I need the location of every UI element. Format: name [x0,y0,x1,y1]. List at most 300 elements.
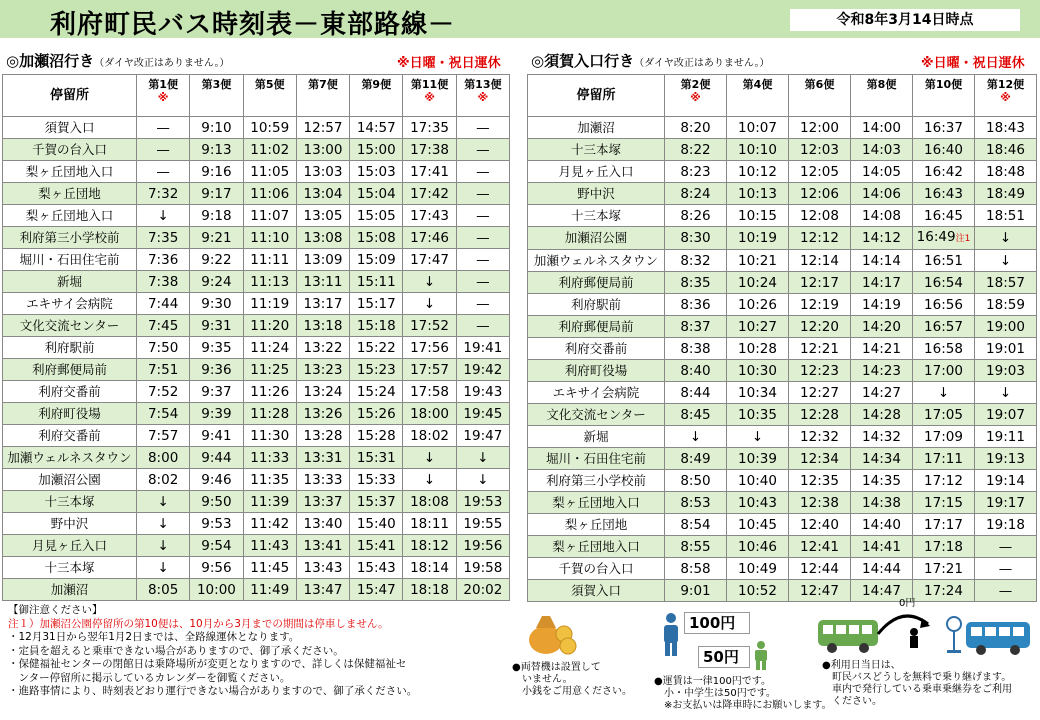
stop-name: 新堀 [528,426,665,448]
departure-time: — [456,161,509,183]
departure-time: 12:27 [789,382,851,404]
left-holiday-note: ※日曜・祝日運休 [397,56,501,71]
departure-time: 10:59 [243,117,296,139]
departure-time: 9:21 [190,227,243,249]
departure-time: 15:37 [350,491,403,513]
departure-time: 8:55 [665,536,727,558]
departure-time: 20:02 [456,579,509,601]
holiday-mark: ※ [157,91,169,104]
holiday-mark: ※ [1000,91,1011,104]
notes-heading: 【御注意ください】 [8,604,103,616]
departure-time: 10:21 [727,250,789,272]
departure-time: 8:40 [665,360,727,382]
stop-name: 利府町役場 [528,360,665,382]
departure-time: 8:26 [665,205,727,227]
departure-time: ↓ [727,426,789,448]
timetable-row [3,403,510,425]
departure-time: 17:17 [913,514,975,536]
timetable-row [3,161,510,183]
departure-time: 17:43 [403,205,456,227]
departure-time: 12:17 [789,272,851,294]
stop-name: 加瀬沼 [3,579,137,601]
timetable-row [3,249,510,271]
trip-header [975,75,1037,117]
departure-time: 19:53 [456,491,509,513]
stop-name: 加瀬沼公園 [3,469,137,491]
departure-time: 16:43 [913,183,975,205]
departure-time: 19:11 [975,426,1037,448]
departure-time: — [456,205,509,227]
right-direction-note: （ダイヤ改正はありません。） [634,58,770,69]
departure-time: 12:23 [789,360,851,382]
child-person-icon [748,640,774,670]
timetable-row [528,294,1037,316]
departure-time: 17:09 [913,426,975,448]
changer-line: ●両替機は設置して [512,662,601,673]
timetable-row [528,161,1037,183]
departure-time: 14:23 [851,360,913,382]
departure-time: — [456,139,509,161]
departure-time: 10:30 [727,360,789,382]
adult-fare: 100円 [684,612,750,634]
departure-time: 14:38 [851,492,913,514]
changer-line: 小銭をご用意ください。 [512,686,632,697]
stop-name: 加瀬沼公園 [528,227,665,250]
fare-info [654,676,832,712]
departure-time: 15:08 [350,227,403,249]
trip-label: 第10便 [924,78,963,91]
departure-time: 19:17 [975,492,1037,514]
departure-time: 19:58 [456,557,509,579]
departure-time: 7:36 [137,249,190,271]
timetable-row [528,404,1037,426]
departure-time: — [975,558,1037,580]
departure-time: 15:43 [350,557,403,579]
departure-time: 10:13 [727,183,789,205]
departure-time: 17:18 [913,536,975,558]
stop-name: 利府交番前 [3,425,137,447]
departure-time: 9:39 [190,403,243,425]
departure-time: 12:34 [789,448,851,470]
departure-time: 10:43 [727,492,789,514]
notes-lines [8,631,508,699]
departure-time: 17:41 [403,161,456,183]
departure-time: 8:50 [665,470,727,492]
timetable-row [3,425,510,447]
departure-time: 19:07 [975,404,1037,426]
departure-time: 14:05 [851,161,913,183]
departure-time: 12:00 [789,117,851,139]
departure-time: 14:00 [851,117,913,139]
note-line: ・12月31日から翌年1月2日までは、全路線運休となります。 [8,631,300,643]
departure-time: 9:10 [190,117,243,139]
departure-time: 11:25 [243,359,296,381]
departure-time: 18:12 [403,535,456,557]
timetable-row [528,117,1037,139]
departure-time: ↓ [137,557,190,579]
trip-label: 第8便 [866,78,897,91]
departure-time: 18:43 [975,117,1037,139]
stop-name: 千賀の台入口 [528,558,665,580]
departure-time: 15:17 [350,293,403,315]
stop-name: 利府町役場 [3,403,137,425]
departure-time: 7:54 [137,403,190,425]
timetable-row [3,227,510,249]
date-label: 令和8年3月14日時点 [790,9,1020,31]
departure-time: 17:35 [403,117,456,139]
departure-time: 12:06 [789,183,851,205]
departure-time: 12:41 [789,536,851,558]
departure-time: 10:27 [727,316,789,338]
stop-name: 梨ヶ丘団地入口 [3,205,137,227]
timetable-row [528,227,1037,250]
departure-time: 12:32 [789,426,851,448]
timetable-row [528,183,1037,205]
departure-time: 13:40 [296,513,349,535]
departure-time: 11:24 [243,337,296,359]
departure-time: — [137,139,190,161]
departure-time: 14:32 [851,426,913,448]
stop-name: 十三本塚 [3,491,137,513]
departure-time: 8:20 [665,117,727,139]
stop-name: 梨ヶ丘団地 [528,514,665,536]
departure-time: 7:38 [137,271,190,293]
departure-time: 13:17 [296,293,349,315]
departure-time: 19:47 [456,425,509,447]
departure-time: 9:44 [190,447,243,469]
trip-header [913,75,975,117]
departure-time: ↓ [137,513,190,535]
trip-header [851,75,913,117]
departure-time: ↓ [456,447,509,469]
departure-time: 12:28 [789,404,851,426]
departure-time: 13:22 [296,337,349,359]
departure-time: 17:57 [403,359,456,381]
departure-time: 10:26 [727,294,789,316]
departure-time: 16:40 [913,139,975,161]
departure-time: 9:31 [190,315,243,337]
departure-time: 7:52 [137,381,190,403]
trip-label: 第7便 [308,78,338,91]
departure-time: 13:23 [296,359,349,381]
departure-time: 8:53 [665,492,727,514]
departure-time: 9:46 [190,469,243,491]
departure-time: 11:45 [243,557,296,579]
departure-time: 18:51 [975,205,1037,227]
departure-time: 13:09 [296,249,349,271]
notes-red-note: 注１）加瀬沼公園停留所の第10便は、10月から3月までの期間は停車しません。 [8,617,389,630]
departure-time: 16:58 [913,338,975,360]
departure-time: 13:31 [296,447,349,469]
departure-time: 9:30 [190,293,243,315]
departure-time: 8:38 [665,338,727,360]
stop-name: 月見ヶ丘入口 [528,161,665,183]
departure-time: ↓ [403,271,456,293]
timetable-row [3,117,510,139]
stop-name: 加瀬ウェルネスタウン [528,250,665,272]
departure-time: — [456,117,509,139]
transfer-arrow-icon [870,604,940,650]
departure-time: 9:41 [190,425,243,447]
transfer-line: 町民バスどうしを無料で乗り継げます。 [822,672,1012,683]
departure-time: 12:05 [789,161,851,183]
departure-time: 15:04 [350,183,403,205]
departure-time: ↓ [403,447,456,469]
departure-time: 14:40 [851,514,913,536]
timetable-row [528,205,1037,227]
departure-time: 12:57 [296,117,349,139]
departure-time: 14:28 [851,404,913,426]
departure-time: 8:58 [665,558,727,580]
timetable-row [3,205,510,227]
departure-time: 15:18 [350,315,403,337]
departure-time: 18:46 [975,139,1037,161]
departure-time: — [975,580,1037,602]
departure-time: 19:18 [975,514,1037,536]
departure-time: 9:53 [190,513,243,535]
departure-time: 19:56 [456,535,509,557]
departure-time: 18:02 [403,425,456,447]
departure-time: 11:13 [243,271,296,293]
departure-time: 10:46 [727,536,789,558]
departure-time: 8:32 [665,250,727,272]
trip-label: 第5便 [254,78,285,91]
trip-label: 第4便 [742,78,773,91]
note-line: ・定員を超えると乗車できない場合がありますので、御了承ください。 [8,644,344,657]
timetable-row [3,337,510,359]
departure-time: 15:31 [350,447,403,469]
timetable-row [3,491,510,513]
departure-time: — [456,249,509,271]
departure-time: 13:18 [296,315,349,337]
departure-time: 10:35 [727,404,789,426]
departure-time: 17:47 [403,249,456,271]
trip-header [350,75,403,117]
departure-time: ↓ [975,250,1037,272]
timetable-row [528,382,1037,404]
timetable-row [3,557,510,579]
departure-time: 14:12 [851,227,913,250]
departure-time: 10:39 [727,448,789,470]
departure-time: 10:49 [727,558,789,580]
stop-name: 利府第三小学校前 [3,227,137,249]
timetable-row [3,513,510,535]
timetable-row [3,271,510,293]
departure-time: 11:26 [243,381,296,403]
departure-time: 14:34 [851,448,913,470]
departure-time: 18:59 [975,294,1037,316]
stop-name: 梨ヶ丘団地入口 [528,536,665,558]
departure-time: 13:03 [296,161,349,183]
departure-time: 11:05 [243,161,296,183]
timetable-row [528,492,1037,514]
departure-time: 11:11 [243,249,296,271]
stop-name: エキサイ会病院 [3,293,137,315]
fare-line: ※お支払いは降車時にお願いします。 [654,700,832,711]
departure-time: 11:42 [243,513,296,535]
departure-time: 17:52 [403,315,456,337]
departure-time: 11:39 [243,491,296,513]
departure-time: 10:07 [727,117,789,139]
departure-time: 13:26 [296,403,349,425]
departure-time: 13:08 [296,227,349,249]
stop-name: 梨ヶ丘団地入口 [528,492,665,514]
departure-time: 11:07 [243,205,296,227]
departure-time: 8:24 [665,183,727,205]
departure-time: 8:45 [665,404,727,426]
departure-time: 17:05 [913,404,975,426]
departure-time: — [456,271,509,293]
timetable-row [528,316,1037,338]
departure-time: 16:54 [913,272,975,294]
departure-time: 17:15 [913,492,975,514]
stop-header: 停留所 [3,75,137,117]
stop-name: 利府第三小学校前 [528,470,665,492]
departure-time: 11:30 [243,425,296,447]
money-bag-icon [524,606,580,658]
stop-name: 利府駅前 [3,337,137,359]
departure-time: 18:08 [403,491,456,513]
departure-time: 13:05 [296,205,349,227]
departure-time: 8:35 [665,272,727,294]
departure-time: 19:01 [975,338,1037,360]
trip-header [296,75,349,117]
stop-name: 梨ヶ丘団地入口 [3,161,137,183]
departure-time: 10:40 [727,470,789,492]
departure-time: 18:48 [975,161,1037,183]
stop-name: 野中沢 [528,183,665,205]
left-direction-note: （ダイヤ改正はありません。） [94,58,230,69]
note-line: ・保健福祉センターの閉館日は乗降場所が変更となりますので、詳しくは保健福祉セ [8,658,407,670]
departure-time: 10:19 [727,227,789,250]
departure-time: 10:28 [727,338,789,360]
stop-name: 利府交番前 [528,338,665,360]
departure-time: 12:19 [789,294,851,316]
departure-time: ↓ [403,293,456,315]
departure-time: 9:36 [190,359,243,381]
timetable-row [528,580,1037,602]
timetable-row [3,359,510,381]
departure-time: 14:57 [350,117,403,139]
departure-time: 8:22 [665,139,727,161]
departure-time: ↓ [913,382,975,404]
departure-time: 14:47 [851,580,913,602]
departure-time: ↓ [137,535,190,557]
departure-time: 10:45 [727,514,789,536]
stop-name: 梨ヶ丘団地 [3,183,137,205]
trip-label: 第13便 [464,78,502,91]
left-timetable [2,74,510,601]
timetable-row [3,469,510,491]
departure-time: 14:21 [851,338,913,360]
departure-time: 8:37 [665,316,727,338]
departure-time: 10:00 [190,579,243,601]
trip-label: 第6便 [804,78,835,91]
stop-name: 千賀の台入口 [3,139,137,161]
departure-time: 12:40 [789,514,851,536]
departure-time: 11:19 [243,293,296,315]
stop-name: 文化交流センター [528,404,665,426]
departure-time: 13:04 [296,183,349,205]
trip-header [456,75,509,117]
timetable-row [528,250,1037,272]
departure-time: 16:42 [913,161,975,183]
departure-time: ↓ [137,491,190,513]
departure-time: 17:38 [403,139,456,161]
departure-time: 18:14 [403,557,456,579]
departure-time: 15:11 [350,271,403,293]
departure-time: 14:20 [851,316,913,338]
notes-section [8,604,508,699]
departure-time: 12:44 [789,558,851,580]
departure-time: 18:00 [403,403,456,425]
departure-time: 9:18 [190,205,243,227]
departure-time: 19:14 [975,470,1037,492]
departure-time: 10:34 [727,382,789,404]
stop-name: 文化交流センター [3,315,137,337]
transfer-line: ください。 [822,696,882,707]
departure-time: 12:14 [789,250,851,272]
departure-time: 7:57 [137,425,190,447]
departure-time: 9:37 [190,381,243,403]
departure-time: 17:58 [403,381,456,403]
departure-time: 9:01 [665,580,727,602]
departure-time: 15:23 [350,359,403,381]
holiday-mark: ※ [690,91,701,104]
timetable-row [528,514,1037,536]
departure-time: 14:27 [851,382,913,404]
departure-time: 8:23 [665,161,727,183]
departure-time: 15:28 [350,425,403,447]
departure-time: 19:13 [975,448,1037,470]
departure-time: 15:22 [350,337,403,359]
transfer-line: 車内で発行している乗車乗継券をご利用 [822,684,1012,695]
timetable-row [3,315,510,337]
departure-time: 12:08 [789,205,851,227]
departure-time: 9:54 [190,535,243,557]
departure-time: 16:49注1 [913,227,975,250]
departure-time: 16:57 [913,316,975,338]
departure-time: 12:20 [789,316,851,338]
departure-time: 11:06 [243,183,296,205]
departure-time: 14:14 [851,250,913,272]
stop-name: 利府郵便局前 [528,272,665,294]
note-line: ンター停留所に掲示しているカレンダーを御覧ください。 [8,671,291,684]
departure-time: ↓ [456,469,509,491]
stop-header: 停留所 [528,75,665,117]
holiday-mark: ※ [477,91,489,104]
departure-time: 16:37 [913,117,975,139]
departure-time: 15:24 [350,381,403,403]
departure-time: 10:15 [727,205,789,227]
departure-time: 10:12 [727,161,789,183]
departure-time: — [456,183,509,205]
departure-time: 15:47 [350,579,403,601]
departure-time: 13:33 [296,469,349,491]
departure-time: 8:49 [665,448,727,470]
stop-name: 利府郵便局前 [528,316,665,338]
departure-time: 8:44 [665,382,727,404]
departure-time: 9:13 [190,139,243,161]
changer-line: いません。 [512,674,573,685]
departure-time: 19:03 [975,360,1037,382]
child-fare: 50円 [698,646,750,668]
departure-time: 8:30 [665,227,727,250]
departure-time: 15:03 [350,161,403,183]
note-line: ・進路事情により、時刻表どおり運行できない場合がありますので、御了承ください。 [8,685,418,697]
departure-time: 9:56 [190,557,243,579]
departure-time: 12:35 [789,470,851,492]
